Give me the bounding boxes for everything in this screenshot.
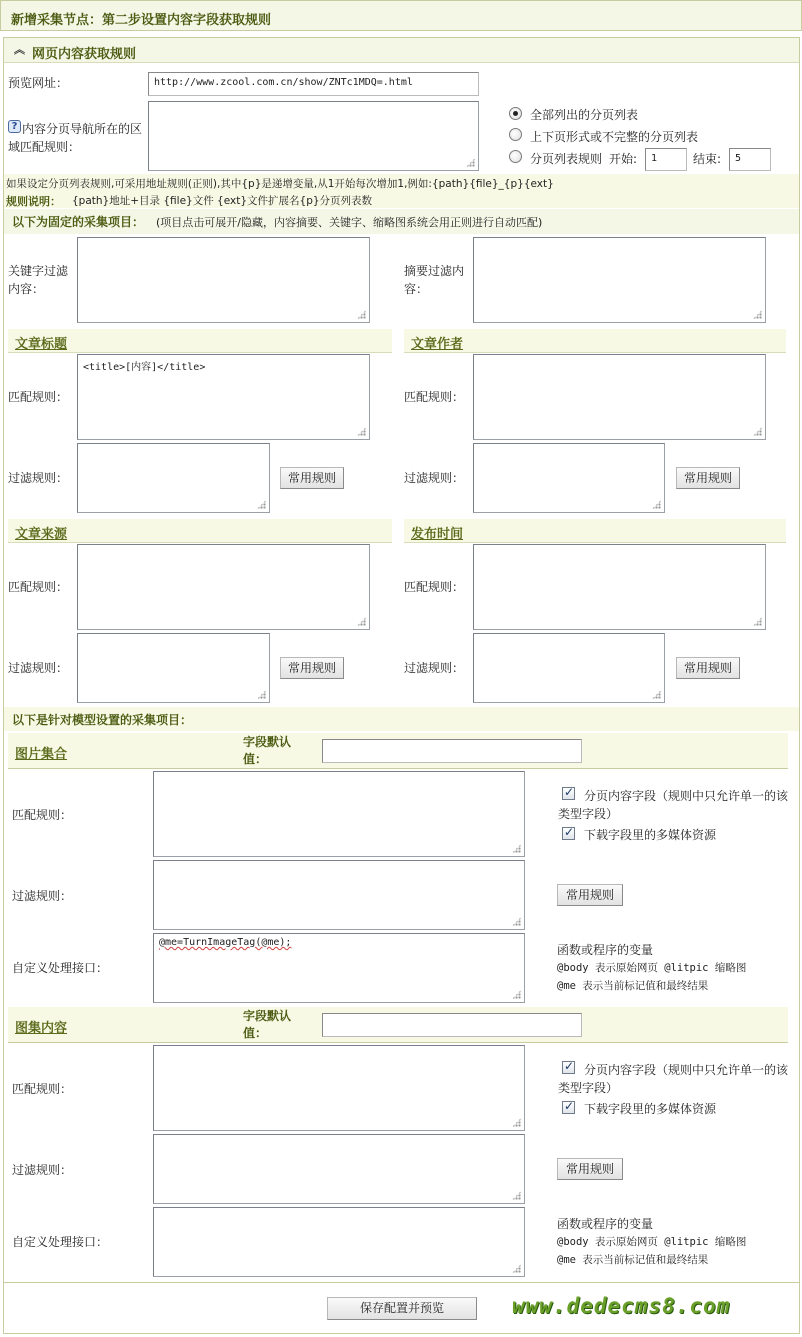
radio-all-pages-label: 全部列出的分页列表 bbox=[530, 108, 639, 122]
author-match-label: 匹配规则： bbox=[404, 390, 465, 404]
model1-match-label: 匹配规则： bbox=[12, 808, 73, 822]
start-label: 开始: bbox=[609, 152, 638, 166]
model-field-default-label-1: 字段默认值： bbox=[243, 735, 292, 766]
summary-filter-label: 摘要过滤内容： bbox=[404, 264, 465, 296]
author-filter-textarea[interactable] bbox=[473, 443, 665, 513]
source-filter-textarea[interactable] bbox=[77, 633, 270, 703]
model2-download-checkbox[interactable] bbox=[562, 1101, 575, 1114]
field-name-title: 文章标题 bbox=[15, 337, 68, 352]
radio-prev-next[interactable] bbox=[509, 128, 522, 141]
pubdate-common-rules-button[interactable]: 常用规则 bbox=[676, 657, 740, 679]
preview-url-label: 预览网址： bbox=[8, 76, 69, 90]
page-title: 新增采集节点：第二步设置内容字段获取规则 bbox=[11, 13, 272, 28]
model1-custom-textarea[interactable] bbox=[153, 933, 525, 1003]
title-match-textarea[interactable] bbox=[77, 354, 370, 440]
save-preview-button[interactable]: 保存配置并预览 bbox=[327, 1297, 477, 1320]
model-field-default-label-2: 字段默认值： bbox=[243, 1009, 292, 1040]
radio-prev-next-label: 上下页形式或不完整的分页列表 bbox=[530, 130, 699, 144]
notes-line2: {path}地址+目录 {file}文件 {ext}文件扩展名{p}分页列表数 bbox=[72, 195, 373, 207]
title-filter-textarea[interactable] bbox=[77, 443, 270, 513]
fixed-items-title: 以下为固定的采集项目： bbox=[12, 215, 145, 229]
model1-help-line3: @me 表示当前标记值和最终结果 bbox=[557, 980, 709, 992]
page-title-bar bbox=[0, 0, 802, 31]
model2-paged-label: 分页内容字段（规则中只允许单一的该类型字段） bbox=[558, 1063, 789, 1095]
pagination-rule-textarea[interactable] bbox=[148, 101, 479, 171]
title-common-rules-button[interactable]: 常用规则 bbox=[280, 467, 344, 489]
model2-custom-label: 自定义处理接口： bbox=[12, 1235, 109, 1249]
model1-custom-label: 自定义处理接口： bbox=[12, 961, 109, 975]
section-header[interactable] bbox=[4, 38, 799, 63]
model-field-default-input-1[interactable] bbox=[322, 739, 582, 763]
pubdate-match-label: 匹配规则： bbox=[404, 580, 465, 594]
end-input[interactable] bbox=[729, 148, 771, 171]
radio-list-rule[interactable] bbox=[509, 150, 522, 163]
model1-filter-textarea[interactable] bbox=[153, 860, 525, 930]
model1-match-textarea[interactable] bbox=[153, 771, 525, 857]
footer-divider bbox=[4, 1282, 799, 1283]
start-value: 1 bbox=[651, 153, 658, 164]
pagination-label: 内容分页导航所在的区域匹配规则： bbox=[8, 122, 143, 154]
model2-download-label: 下载字段里的多媒体资源 bbox=[584, 1102, 717, 1116]
model2-filter-label: 过滤规则： bbox=[12, 1163, 73, 1177]
model2-match-textarea[interactable] bbox=[153, 1045, 525, 1131]
model2-match-label: 匹配规则： bbox=[12, 1082, 73, 1096]
summary-filter-textarea[interactable] bbox=[473, 237, 766, 323]
source-filter-label: 过滤规则： bbox=[8, 661, 69, 675]
field-header-author[interactable] bbox=[404, 329, 786, 353]
keyword-filter-label: 关键字过滤内容： bbox=[8, 264, 69, 296]
preview-url-input[interactable] bbox=[148, 72, 479, 96]
title-filter-label: 过滤规则： bbox=[8, 471, 69, 485]
model1-filter-label: 过滤规则： bbox=[12, 889, 73, 903]
notes-line2-prefix: 规则说明： bbox=[6, 195, 61, 208]
model2-custom-textarea[interactable] bbox=[153, 1207, 525, 1277]
source-match-textarea[interactable] bbox=[77, 544, 370, 630]
field-name-source: 文章来源 bbox=[15, 527, 68, 542]
model1-help-line2: @body 表示原始网页 @litpic 缩略图 bbox=[557, 962, 747, 974]
model2-help-line1: 函数或程序的变量 bbox=[557, 1217, 654, 1231]
help-icon[interactable]: ? bbox=[8, 120, 21, 133]
model1-download-checkbox[interactable] bbox=[562, 827, 575, 840]
model1-common-rules-button[interactable]: 常用规则 bbox=[557, 884, 623, 906]
source-common-rules-button[interactable]: 常用规则 bbox=[280, 657, 344, 679]
source-match-label: 匹配规则： bbox=[8, 580, 69, 594]
field-name-author: 文章作者 bbox=[411, 337, 464, 352]
author-match-textarea[interactable] bbox=[473, 354, 766, 440]
pubdate-filter-label: 过滤规则： bbox=[404, 661, 465, 675]
keyword-filter-textarea[interactable] bbox=[77, 237, 370, 323]
model2-filter-textarea[interactable] bbox=[153, 1134, 525, 1204]
title-match-value: <title>[内容]</title> bbox=[83, 362, 206, 373]
model1-help-line1: 函数或程序的变量 bbox=[557, 943, 654, 957]
model1-paged-label: 分页内容字段（规则中只允许单一的该类型字段） bbox=[558, 789, 789, 821]
model1-download-label: 下载字段里的多媒体资源 bbox=[584, 828, 717, 842]
model-field-default-input-2[interactable] bbox=[322, 1013, 582, 1037]
author-common-rules-button[interactable]: 常用规则 bbox=[676, 467, 740, 489]
end-label: 结束: bbox=[693, 152, 722, 166]
section-title: 网页内容获取规则 bbox=[32, 47, 137, 62]
model2-common-rules-button[interactable]: 常用规则 bbox=[557, 1158, 623, 1180]
radio-all-pages[interactable] bbox=[509, 107, 522, 120]
collapse-icon: ︽ bbox=[14, 43, 25, 56]
preview-url-value: http://www.zcool.com.cn/show/ZNTc1MDQ=.html bbox=[154, 77, 413, 88]
pubdate-filter-textarea[interactable] bbox=[473, 633, 665, 703]
radio-list-rule-label: 分页列表规则 bbox=[530, 152, 603, 166]
model-items-title: 以下是针对模型设置的采集项目： bbox=[12, 713, 193, 727]
fixed-items-desc: (项目点击可展开/隐藏，内容摘要、关键字、缩略图系统会用正则进行自动匹配) bbox=[156, 216, 543, 229]
title-match-label: 匹配规则： bbox=[8, 390, 69, 404]
pubdate-match-textarea[interactable] bbox=[473, 544, 766, 630]
field-header-pubdate[interactable] bbox=[404, 519, 786, 543]
end-value: 5 bbox=[735, 153, 742, 164]
field-name-pubdate: 发布时间 bbox=[411, 527, 464, 542]
model-field-name-2: 图集内容 bbox=[15, 1021, 68, 1036]
field-header-source[interactable] bbox=[8, 519, 392, 543]
model2-help-line2: @body 表示原始网页 @litpic 缩略图 bbox=[557, 1236, 747, 1248]
model1-custom-value: @me=TurnImageTag(@me); bbox=[159, 937, 292, 948]
author-filter-label: 过滤规则： bbox=[404, 471, 465, 485]
start-input[interactable] bbox=[645, 148, 687, 171]
model2-help-line3: @me 表示当前标记值和最终结果 bbox=[557, 1254, 709, 1266]
notes-line1: 如果设定分页列表规则,可采用地址规则(正则),其中{p}是递增变量,从1开始每次增加1,例如:{path}{file}_{p}{ext} bbox=[6, 178, 554, 190]
watermark-logo: www.dedecms8.com bbox=[512, 1294, 731, 1318]
field-header-title[interactable] bbox=[8, 329, 392, 353]
model-field-name-1: 图片集合 bbox=[15, 747, 68, 762]
